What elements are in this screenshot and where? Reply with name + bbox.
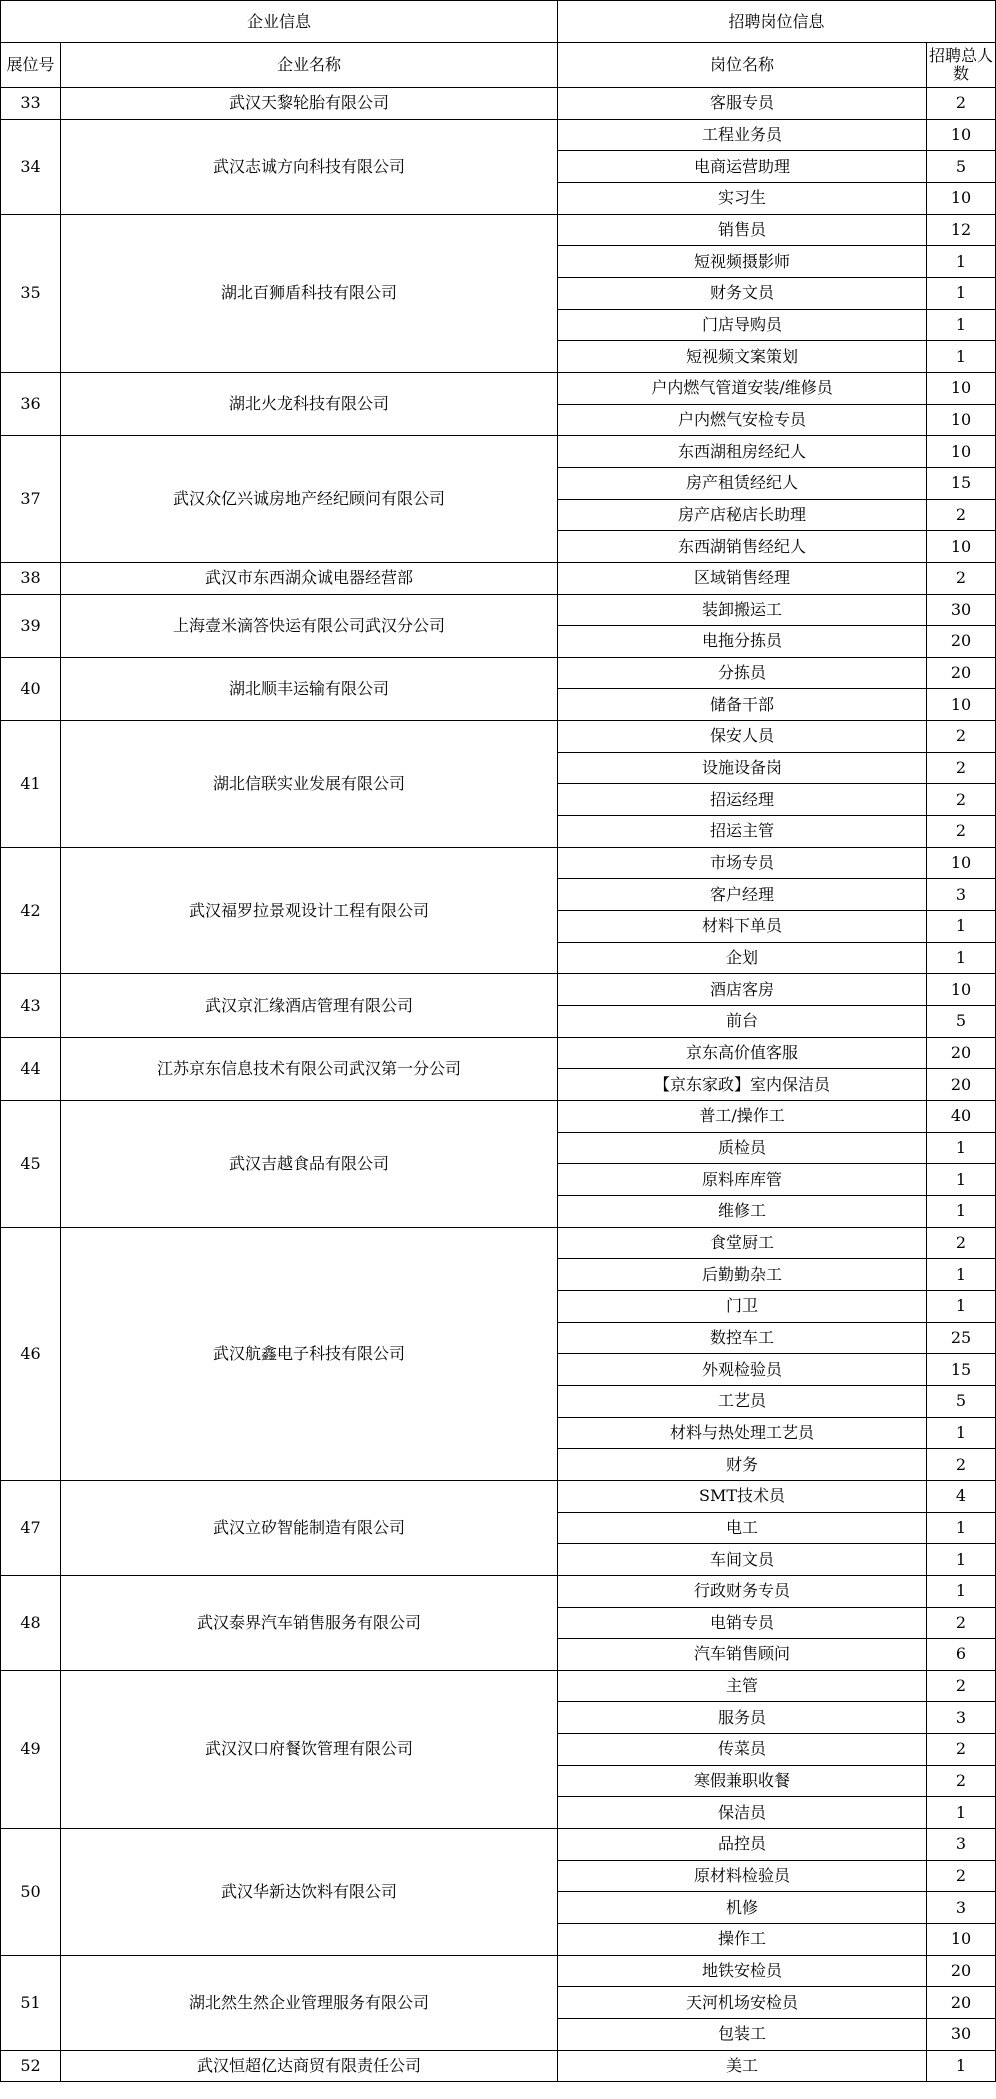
table-row bbox=[1, 1227, 996, 1259]
hiring-count-cell: 40 bbox=[927, 1101, 996, 1133]
position-name-cell: 汽车销售顾问 bbox=[558, 1639, 927, 1671]
company-name-cell: 湖北火龙科技有限公司 bbox=[61, 372, 558, 435]
position-name-cell: 短视频文案策划 bbox=[558, 341, 927, 373]
hiring-count-cell: 10 bbox=[927, 847, 996, 879]
table-row bbox=[1, 562, 996, 594]
hiring-count-cell: 1 bbox=[927, 246, 996, 278]
hiring-count-cell: 2 bbox=[927, 1670, 996, 1702]
position-name-cell: 服务员 bbox=[558, 1702, 927, 1734]
hiring-count-cell: 2 bbox=[927, 1734, 996, 1766]
hiring-count-cell: 15 bbox=[927, 467, 996, 499]
company-name-cell: 湖北然生然企业管理服务有限公司 bbox=[61, 1955, 558, 2050]
company-name-cell: 武汉福罗拉景观设计工程有限公司 bbox=[61, 847, 558, 974]
table-row bbox=[1, 847, 996, 879]
position-name-cell: 地铁安检员 bbox=[558, 1955, 927, 1987]
position-name-cell: 原料库库管 bbox=[558, 1164, 927, 1196]
booth-number-cell: 33 bbox=[1, 88, 61, 120]
position-name-cell: 行政财务专员 bbox=[558, 1575, 927, 1607]
hiring-count-cell: 4 bbox=[927, 1480, 996, 1512]
hiring-count-cell: 3 bbox=[927, 1892, 996, 1924]
position-name-cell: 质检员 bbox=[558, 1132, 927, 1164]
company-name-cell: 武汉天黎轮胎有限公司 bbox=[61, 88, 558, 120]
company-name-cell: 武汉汉口府餐饮管理有限公司 bbox=[61, 1670, 558, 1828]
company-name-cell: 江苏京东信息技术有限公司武汉第一分公司 bbox=[61, 1037, 558, 1100]
position-name-cell: 食堂厨工 bbox=[558, 1227, 927, 1259]
position-name-cell: 电销专员 bbox=[558, 1607, 927, 1639]
job-info-header: 招聘岗位信息 bbox=[558, 1, 996, 43]
hiring-count-cell: 5 bbox=[927, 151, 996, 183]
booth-number-cell: 38 bbox=[1, 562, 61, 594]
hiring-count-cell: 20 bbox=[927, 1037, 996, 1069]
company-name-cell: 湖北百狮盾科技有限公司 bbox=[61, 214, 558, 372]
hiring-count-cell: 3 bbox=[927, 879, 996, 911]
position-name-cell: 维修工 bbox=[558, 1195, 927, 1227]
company-name-cell: 武汉众亿兴诚房地产经纪顾问有限公司 bbox=[61, 436, 558, 563]
table-row bbox=[1, 1955, 996, 1987]
company-name-cell: 湖北顺丰运输有限公司 bbox=[61, 657, 558, 720]
position-name-cell: 销售员 bbox=[558, 214, 927, 246]
table-row bbox=[1, 974, 996, 1006]
booth-number-cell: 45 bbox=[1, 1101, 61, 1228]
booth-number-cell: 40 bbox=[1, 657, 61, 720]
table-row bbox=[1, 436, 996, 468]
booth-number-cell: 49 bbox=[1, 1670, 61, 1828]
position-name-cell: 操作工 bbox=[558, 1924, 927, 1956]
position-name-cell: 门店导购员 bbox=[558, 309, 927, 341]
hiring-count-cell: 1 bbox=[927, 1259, 996, 1291]
hiring-count-cell: 1 bbox=[927, 1195, 996, 1227]
table-row bbox=[1, 1670, 996, 1702]
hiring-count-cell: 10 bbox=[927, 119, 996, 151]
position-name-cell: 数控车工 bbox=[558, 1322, 927, 1354]
hiring-count-cell: 25 bbox=[927, 1322, 996, 1354]
table-row bbox=[1, 1575, 996, 1607]
hiring-count-cell: 1 bbox=[927, 911, 996, 943]
position-name-cell: 主管 bbox=[558, 1670, 927, 1702]
table-row bbox=[1, 88, 996, 120]
hiring-count-cell: 20 bbox=[927, 657, 996, 689]
position-name-cell: 京东高价值客服 bbox=[558, 1037, 927, 1069]
table-row bbox=[1, 1101, 996, 1133]
position-name-cell: 电工 bbox=[558, 1512, 927, 1544]
position-name-cell: 后勤勤杂工 bbox=[558, 1259, 927, 1291]
position-name-cell: 酒店客房 bbox=[558, 974, 927, 1006]
hiring-count-cell: 30 bbox=[927, 2019, 996, 2051]
booth-number-cell: 47 bbox=[1, 1480, 61, 1575]
hiring-count-cell: 30 bbox=[927, 594, 996, 626]
position-name-cell: 外观检验员 bbox=[558, 1354, 927, 1386]
hiring-count-cell: 1 bbox=[927, 1797, 996, 1829]
position-name-cell: 分拣员 bbox=[558, 657, 927, 689]
position-name-cell: 电拖分拣员 bbox=[558, 626, 927, 658]
position-name-cell: 寒假兼职收餐 bbox=[558, 1765, 927, 1797]
booth-number-header: 展位号 bbox=[1, 43, 61, 88]
position-name-cell: 【京东家政】室内保洁员 bbox=[558, 1069, 927, 1101]
hiring-count-cell: 1 bbox=[927, 942, 996, 974]
hiring-count-cell: 2 bbox=[927, 816, 996, 848]
hiring-count-cell: 2 bbox=[927, 752, 996, 784]
table-row bbox=[1, 1480, 996, 1512]
hiring-count-cell: 1 bbox=[927, 2050, 996, 2082]
position-name-header: 岗位名称 bbox=[558, 43, 927, 88]
hiring-count-cell: 3 bbox=[927, 1702, 996, 1734]
position-name-cell: 电商运营助理 bbox=[558, 151, 927, 183]
table-row bbox=[1, 657, 996, 689]
position-name-cell: 东西湖租房经纪人 bbox=[558, 436, 927, 468]
position-name-cell: 机修 bbox=[558, 1892, 927, 1924]
booth-number-cell: 34 bbox=[1, 119, 61, 214]
hiring-count-cell: 1 bbox=[927, 309, 996, 341]
booth-number-cell: 52 bbox=[1, 2050, 61, 2082]
hiring-count-cell: 10 bbox=[927, 689, 996, 721]
company-name-cell: 武汉立矽智能制造有限公司 bbox=[61, 1480, 558, 1575]
hiring-count-cell: 10 bbox=[927, 372, 996, 404]
hiring-count-cell: 15 bbox=[927, 1354, 996, 1386]
hiring-count-cell: 1 bbox=[927, 1544, 996, 1576]
hiring-count-cell: 1 bbox=[927, 1575, 996, 1607]
hiring-count-cell: 10 bbox=[927, 974, 996, 1006]
position-name-cell: 房产租赁经纪人 bbox=[558, 467, 927, 499]
hiring-count-cell: 10 bbox=[927, 1924, 996, 1956]
hiring-count-cell: 10 bbox=[927, 531, 996, 563]
position-name-cell: 门卫 bbox=[558, 1290, 927, 1322]
position-name-cell: 工程业务员 bbox=[558, 119, 927, 151]
hiring-count-cell: 10 bbox=[927, 436, 996, 468]
hiring-count-cell: 20 bbox=[927, 1955, 996, 1987]
position-name-cell: 品控员 bbox=[558, 1829, 927, 1861]
table-row bbox=[1, 594, 996, 626]
booth-number-cell: 48 bbox=[1, 1575, 61, 1670]
hiring-count-cell: 1 bbox=[927, 1164, 996, 1196]
position-name-cell: 客户经理 bbox=[558, 879, 927, 911]
company-name-cell: 武汉泰界汽车销售服务有限公司 bbox=[61, 1575, 558, 1670]
company-name-cell: 湖北信联实业发展有限公司 bbox=[61, 721, 558, 848]
position-name-cell: 材料与热处理工艺员 bbox=[558, 1417, 927, 1449]
position-name-cell: 财务 bbox=[558, 1449, 927, 1481]
hiring-count-cell: 2 bbox=[927, 1227, 996, 1259]
company-name-cell: 武汉志诚方向科技有限公司 bbox=[61, 119, 558, 214]
booth-number-cell: 37 bbox=[1, 436, 61, 563]
position-name-cell: 保洁员 bbox=[558, 1797, 927, 1829]
position-name-cell: 普工/操作工 bbox=[558, 1101, 927, 1133]
hiring-count-cell: 2 bbox=[927, 562, 996, 594]
booth-number-cell: 35 bbox=[1, 214, 61, 372]
booth-number-cell: 36 bbox=[1, 372, 61, 435]
hiring-count-cell: 5 bbox=[927, 1006, 996, 1038]
position-name-cell: 区域销售经理 bbox=[558, 562, 927, 594]
booth-number-cell: 39 bbox=[1, 594, 61, 657]
hiring-count-cell: 2 bbox=[927, 499, 996, 531]
company-name-cell: 武汉恒超亿达商贸有限责任公司 bbox=[61, 2050, 558, 2082]
position-name-cell: 材料下单员 bbox=[558, 911, 927, 943]
hiring-count-cell: 1 bbox=[927, 277, 996, 309]
position-name-cell: 短视频摄影师 bbox=[558, 246, 927, 278]
hiring-count-cell: 1 bbox=[927, 1290, 996, 1322]
company-name-cell: 武汉京汇缘酒店管理有限公司 bbox=[61, 974, 558, 1037]
booth-number-cell: 44 bbox=[1, 1037, 61, 1100]
table-row bbox=[1, 372, 996, 404]
hiring-count-cell: 12 bbox=[927, 214, 996, 246]
booth-number-cell: 46 bbox=[1, 1227, 61, 1480]
position-name-cell: 市场专员 bbox=[558, 847, 927, 879]
table-row bbox=[1, 1037, 996, 1069]
position-name-cell: 设施设备岗 bbox=[558, 752, 927, 784]
position-name-cell: SMT技术员 bbox=[558, 1480, 927, 1512]
hiring-count-cell: 5 bbox=[927, 1385, 996, 1417]
hiring-count-cell: 2 bbox=[927, 1607, 996, 1639]
position-name-cell: 装卸搬运工 bbox=[558, 594, 927, 626]
company-name-cell: 武汉航鑫电子科技有限公司 bbox=[61, 1227, 558, 1480]
hiring-count-cell: 2 bbox=[927, 1860, 996, 1892]
position-name-cell: 财务文员 bbox=[558, 277, 927, 309]
table-body bbox=[1, 88, 996, 2082]
position-name-cell: 客服专员 bbox=[558, 88, 927, 120]
table-row bbox=[1, 214, 996, 246]
position-name-cell: 储备干部 bbox=[558, 689, 927, 721]
booth-number-cell: 41 bbox=[1, 721, 61, 848]
table-row bbox=[1, 1829, 996, 1861]
hiring-count-cell: 10 bbox=[927, 182, 996, 214]
position-name-cell: 户内燃气管道安装/维修员 bbox=[558, 372, 927, 404]
hiring-count-cell: 1 bbox=[927, 1132, 996, 1164]
hiring-count-cell: 1 bbox=[927, 341, 996, 373]
position-name-cell: 招运主管 bbox=[558, 816, 927, 848]
position-name-cell: 美工 bbox=[558, 2050, 927, 2082]
hiring-count-cell: 2 bbox=[927, 784, 996, 816]
position-name-cell: 包装工 bbox=[558, 2019, 927, 2051]
hiring-count-cell: 3 bbox=[927, 1829, 996, 1861]
hiring-count-header: 招聘总人数 bbox=[927, 43, 996, 88]
company-name-header: 企业名称 bbox=[61, 43, 558, 88]
company-name-cell: 武汉吉越食品有限公司 bbox=[61, 1101, 558, 1228]
position-name-cell: 车间文员 bbox=[558, 1544, 927, 1576]
hiring-count-cell: 2 bbox=[927, 721, 996, 753]
group-header-row bbox=[1, 1, 996, 43]
hiring-count-cell: 10 bbox=[927, 404, 996, 436]
position-name-cell: 企划 bbox=[558, 942, 927, 974]
hiring-count-cell: 6 bbox=[927, 1639, 996, 1671]
column-header-row bbox=[1, 43, 996, 88]
hiring-count-cell: 2 bbox=[927, 88, 996, 120]
hiring-count-cell: 20 bbox=[927, 1987, 996, 2019]
hiring-count-cell: 2 bbox=[927, 1765, 996, 1797]
table-row bbox=[1, 119, 996, 151]
booth-number-cell: 50 bbox=[1, 1829, 61, 1956]
company-info-header: 企业信息 bbox=[1, 1, 558, 43]
company-name-cell: 上海壹米滴答快运有限公司武汉分公司 bbox=[61, 594, 558, 657]
hiring-count-cell: 1 bbox=[927, 1417, 996, 1449]
booth-number-cell: 43 bbox=[1, 974, 61, 1037]
table-row bbox=[1, 721, 996, 753]
booth-number-cell: 51 bbox=[1, 1955, 61, 2050]
company-name-cell: 武汉市东西湖众诚电器经营部 bbox=[61, 562, 558, 594]
hiring-count-cell: 1 bbox=[927, 1512, 996, 1544]
hiring-count-cell: 2 bbox=[927, 1449, 996, 1481]
booth-number-cell: 42 bbox=[1, 847, 61, 974]
position-name-cell: 原材料检验员 bbox=[558, 1860, 927, 1892]
table-row bbox=[1, 2050, 996, 2082]
position-name-cell: 传菜员 bbox=[558, 1734, 927, 1766]
hiring-count-cell: 20 bbox=[927, 1069, 996, 1101]
position-name-cell: 天河机场安检员 bbox=[558, 1987, 927, 2019]
position-name-cell: 户内燃气安检专员 bbox=[558, 404, 927, 436]
company-name-cell: 武汉华新达饮料有限公司 bbox=[61, 1829, 558, 1956]
position-name-cell: 实习生 bbox=[558, 182, 927, 214]
position-name-cell: 前台 bbox=[558, 1006, 927, 1038]
position-name-cell: 保安人员 bbox=[558, 721, 927, 753]
position-name-cell: 工艺员 bbox=[558, 1385, 927, 1417]
position-name-cell: 东西湖销售经纪人 bbox=[558, 531, 927, 563]
hiring-count-cell: 20 bbox=[927, 626, 996, 658]
position-name-cell: 招运经理 bbox=[558, 784, 927, 816]
position-name-cell: 房产店秘店长助理 bbox=[558, 499, 927, 531]
